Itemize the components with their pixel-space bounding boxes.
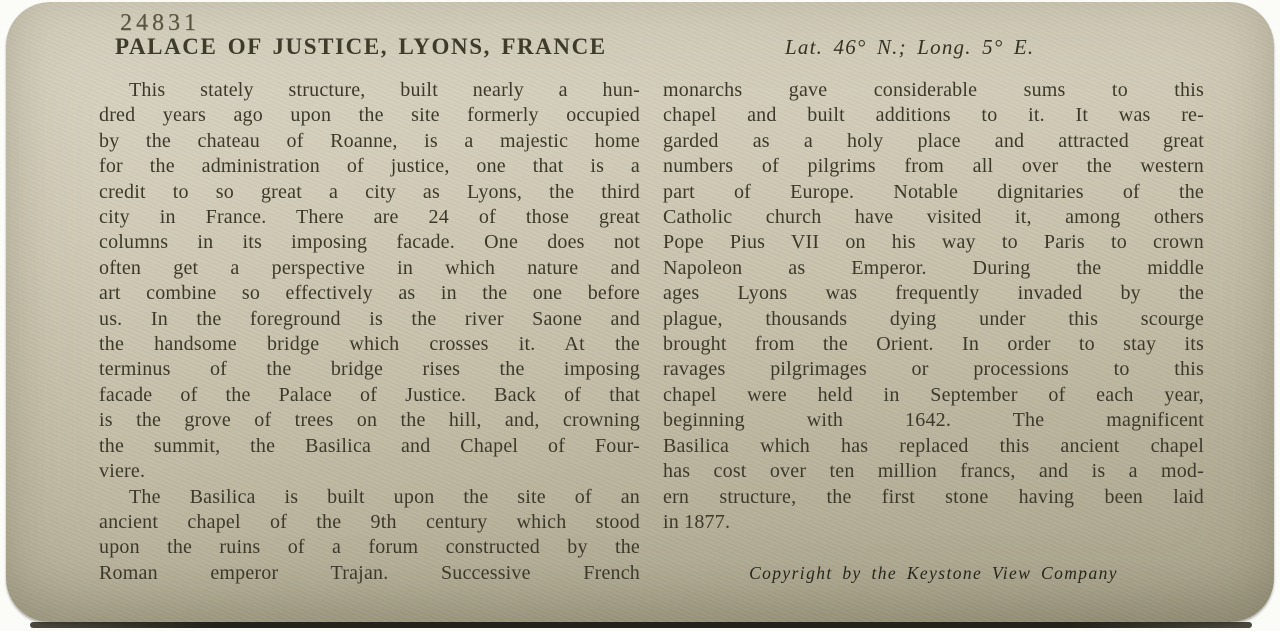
text-line: columns in its imposing facade. One does not <box>99 231 640 254</box>
text-line: brought from the Orient. In order to stay its <box>663 333 1204 356</box>
text-line: Napoleon as Emperor. During the middle <box>663 256 1204 279</box>
text-line: This stately structure, built nearly a hun- <box>129 79 640 101</box>
card-coordinates: Lat. 46° N.; Long. 5° E. <box>785 35 1035 59</box>
text-line: The Basilica is built upon the site of an <box>129 485 640 508</box>
text-line: the summit, the Basilica and Chapel of Four- <box>99 434 640 457</box>
copyright-line: Copyright by the Keystone View Company <box>749 563 1118 583</box>
text-line: ravages pilgrimages or processions to this <box>663 358 1204 381</box>
text-line: ern structure, the first stone having been laid <box>663 485 1204 508</box>
text-line: Basilica which has replaced this ancient chapel <box>663 434 1204 457</box>
text-line: Catholic church have visited it, among others <box>663 206 1204 229</box>
text-line: in 1877. <box>663 510 731 533</box>
text-line: ancient chapel of the 9th century which stood <box>99 510 640 533</box>
text-line: art combine so effectively as in the one before <box>99 282 640 305</box>
card-bottom-edge <box>30 622 1252 628</box>
text-line: the handsome bridge which crosses it. At the <box>99 333 640 356</box>
text-line: viere. <box>99 460 146 483</box>
card-number: 24831 <box>120 10 200 36</box>
text-line: us. In the foreground is the river Saone and <box>99 307 640 330</box>
text-line: garded as a holy place and attracted great <box>663 129 1204 152</box>
text-line: facade of the Palace of Justice. Back of that <box>99 383 640 406</box>
text-line: has cost over ten million francs, and is a mod- <box>663 460 1204 483</box>
text-column-left <box>99 78 640 586</box>
text-line: often get a perspective in which nature and <box>99 256 640 279</box>
text-line: beginning with 1642. The magnificent <box>663 409 1204 432</box>
text-line: is the grove of trees on the hill, and, crowning <box>99 409 640 432</box>
text-line: Roman emperor Trajan. Successive French <box>99 561 640 584</box>
text-line: ages Lyons was frequently invaded by the <box>663 282 1204 305</box>
text-line: by the chateau of Roanne, is a majestic home <box>99 129 640 152</box>
text-line: numbers of pilgrims from all over the western <box>663 155 1204 178</box>
stereograph-card-back <box>6 2 1274 622</box>
card-title: PALACE OF JUSTICE, LYONS, FRANCE <box>115 34 607 59</box>
text-line: terminus of the bridge rises the imposing <box>99 358 640 381</box>
text-column-right <box>663 78 1204 586</box>
text-line: for the administration of justice, one that is a <box>99 155 640 178</box>
text-line: chapel and built additions to it. It was re- <box>663 104 1204 127</box>
text-line: dred years ago upon the site formerly occupied <box>99 104 640 127</box>
card-text-columns <box>99 78 1204 586</box>
text-line: credit to so great a city as Lyons, the third <box>99 180 640 203</box>
text-line: part of Europe. Notable dignitaries of the <box>663 180 1204 203</box>
text-line: Pope Pius VII on his way to Paris to crown <box>663 231 1204 254</box>
text-line: plague, thousands dying under this scourge <box>663 307 1204 330</box>
text-line: city in France. There are 24 of those great <box>99 206 640 229</box>
text-line: monarchs gave considerable sums to this <box>663 79 1204 101</box>
text-line: chapel were held in September of each year, <box>663 383 1204 406</box>
text-line: upon the ruins of a forum constructed by the <box>99 536 640 559</box>
